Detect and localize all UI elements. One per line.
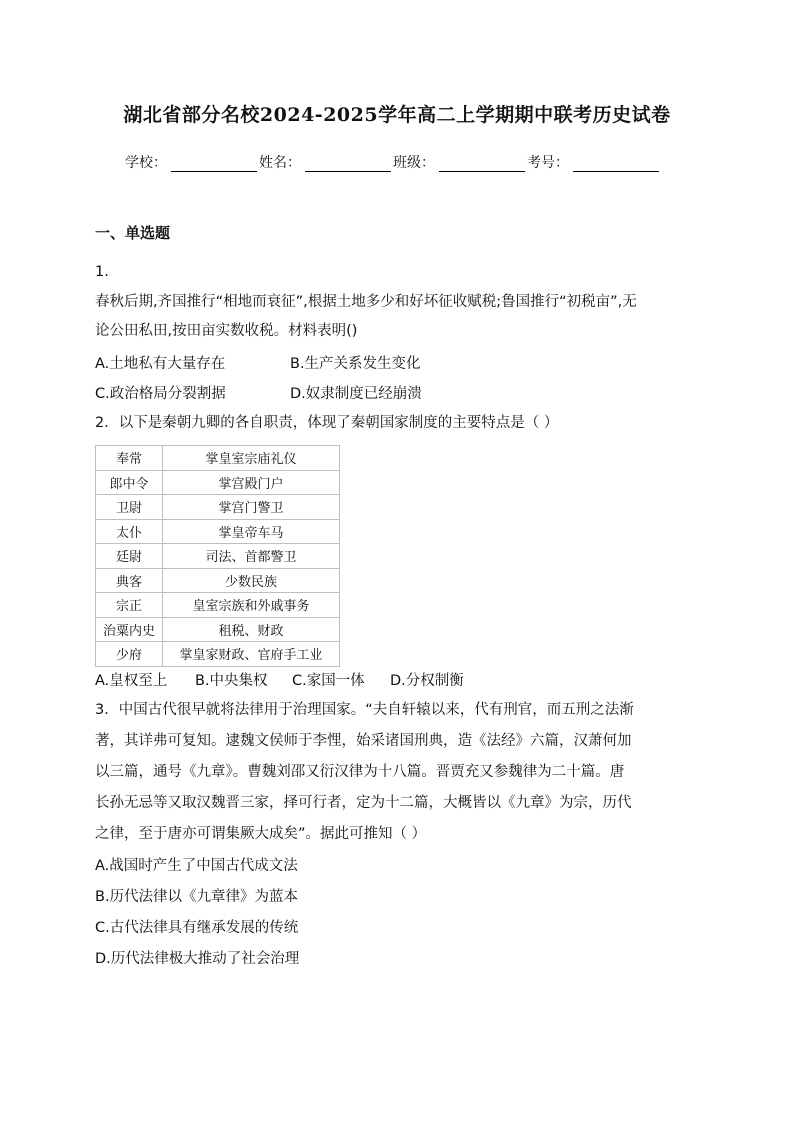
q1-options-row1: [95, 352, 421, 373]
exam-title: 湖北省部分名校2024-2025学年高二上学期期中联考历史试卷: [123, 104, 671, 126]
q2-option-b[interactable]: B.中央集权: [195, 673, 268, 689]
q2-option-a[interactable]: A.皇权至上: [95, 673, 168, 689]
official-duty: 掌皇室宗庙礼仪: [163, 446, 340, 471]
nine-ministers-table: [95, 445, 340, 667]
q3-stem-line4: 长孙无忌等又取汉魏晋三家，择可行者，定为十二篇，大概皆以《九章》为宗，历代: [95, 795, 632, 811]
section-title: 一、单选题: [95, 224, 171, 242]
official-duty: 掌宫门警卫: [163, 495, 340, 520]
official-title: 廷尉: [96, 544, 163, 569]
q3-option-d[interactable]: D.历代法律极大推动了社会治理: [95, 951, 300, 967]
q3-option-c[interactable]: C.古代法律具有继承发展的传统: [95, 920, 299, 936]
class-field[interactable]: [439, 155, 525, 172]
table-row: [96, 544, 340, 569]
official-title: 郎中令: [96, 470, 163, 495]
official-title: 太仆: [96, 519, 163, 544]
student-info-row: [125, 152, 685, 172]
q1-option-b[interactable]: B.生产关系发生变化: [290, 356, 421, 372]
q1-stem-line2: 论公田私田,按田亩实数收税。材料表明(): [95, 323, 358, 339]
q1-option-a[interactable]: A.土地私有大量存在: [95, 356, 226, 372]
q3-stem-line1: 3．中国古代很早就将法律用于治理国家。“夫自轩辕以来，代有刑官，而五刑之法渐: [95, 702, 634, 718]
q1-stem-line1: 春秋后期,齐国推行“相地而衰征”,根据土地多少和好坏征收赋税;鲁国推行“初税亩”,无: [95, 294, 637, 310]
official-title: 典客: [96, 568, 163, 593]
exam-number-field[interactable]: [573, 155, 659, 172]
table-row: [96, 642, 340, 667]
table-row: [96, 470, 340, 495]
official-title: 宗正: [96, 593, 163, 618]
official-duty: 掌皇帝车马: [163, 519, 340, 544]
official-duty: 皇室宗族和外戚事务: [163, 593, 340, 618]
name-field[interactable]: [305, 155, 391, 172]
official-duty: 租税、财政: [163, 617, 340, 642]
name-label: 姓名：: [259, 155, 301, 171]
official-title: 卫尉: [96, 495, 163, 520]
table-row: [96, 495, 340, 520]
q2-stem: 2．以下是秦朝九卿的各自职责，体现了秦朝国家制度的主要特点是（ ）: [95, 415, 559, 431]
table-row: [96, 617, 340, 642]
school-label: 学校：: [125, 155, 167, 171]
official-title: 少府: [96, 642, 163, 667]
q3-option-b[interactable]: B.历代法律以《九章律》为蓝本: [95, 889, 299, 905]
q3-stem-line3: 以三篇，通号《九章》。曹魏刘邵又衍汉律为十八篇。晋贾充又参魏律为二十篇。唐: [95, 764, 625, 780]
class-label: 班级：: [393, 155, 435, 171]
official-duty: 掌皇家财政、官府手工业: [163, 642, 340, 667]
table-row: [96, 519, 340, 544]
q1-option-d[interactable]: D.奴隶制度已经崩溃: [290, 386, 422, 402]
q1-number: 1.: [95, 264, 109, 280]
q3-stem-line2: 著，其详弗可复知。逮魏文侯师于李悝，始采诸国刑典，造《法经》六篇，汉萧何加: [95, 733, 632, 749]
q2-options-row: [95, 669, 464, 690]
table-row: [96, 593, 340, 618]
q2-option-d[interactable]: D.分权制衡: [390, 673, 464, 689]
q3-stem-line5: 之律，至于唐亦可谓集厥大成矣”。据此可推知（ ）: [95, 826, 427, 842]
official-title: 奉常: [96, 446, 163, 471]
exam-number-label: 考号：: [527, 155, 569, 171]
official-duty: 掌宫殿门户: [163, 470, 340, 495]
q1-options-row2: [95, 382, 422, 403]
official-title: 治粟内史: [96, 617, 163, 642]
q1-option-c[interactable]: C.政治格局分裂割据: [95, 386, 226, 402]
q2-option-c[interactable]: C.家国一体: [292, 673, 365, 689]
school-field[interactable]: [171, 155, 257, 172]
official-duty: 司法、首都警卫: [163, 544, 340, 569]
table-row: [96, 446, 340, 471]
q3-option-a[interactable]: A.战国时产生了中国古代成文法: [95, 858, 298, 874]
table-row: [96, 568, 340, 593]
official-duty: 少数民族: [163, 568, 340, 593]
